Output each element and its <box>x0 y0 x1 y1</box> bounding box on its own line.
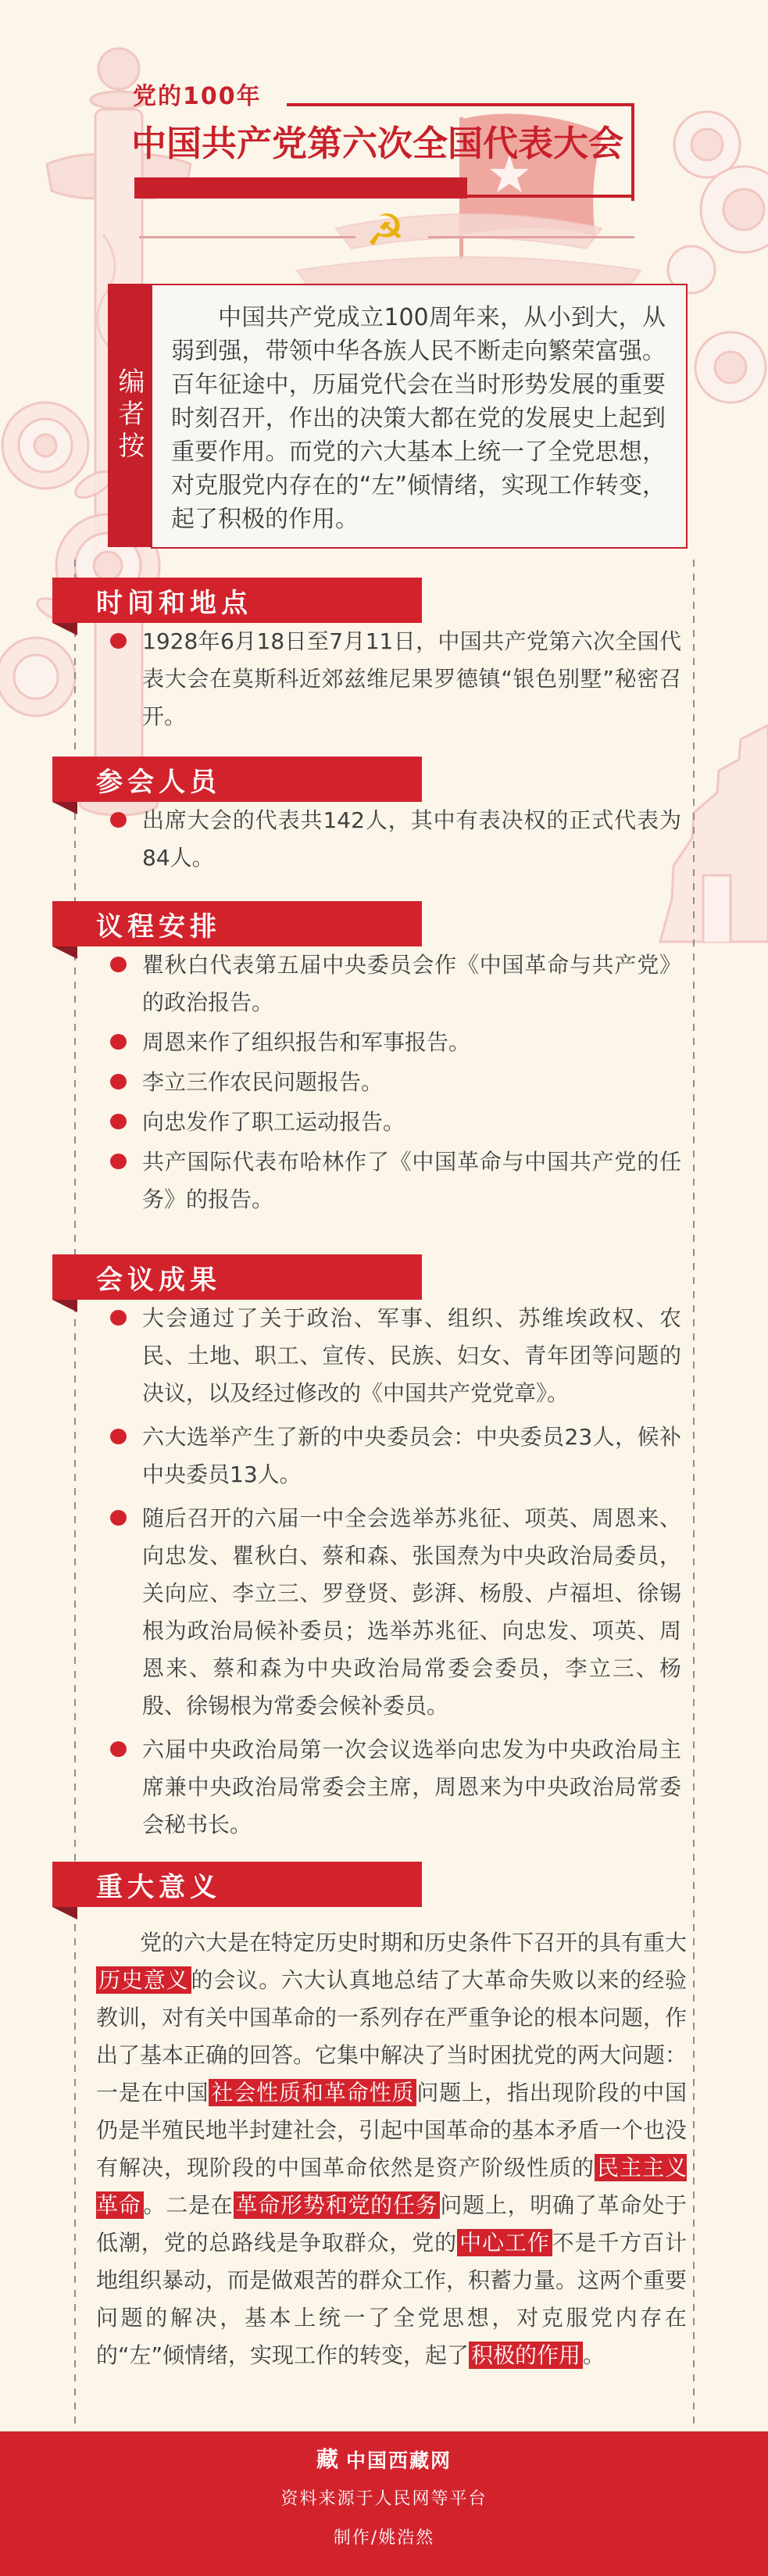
significance-paragraph <box>96 1924 687 2374</box>
section-ribbon <box>52 1254 422 1300</box>
list-item: 瞿秋白代表第五届中央委员会作《中国革命与共产党》的政治报告。 <box>52 946 681 1021</box>
section-ribbon <box>52 901 422 946</box>
title-frame-top <box>287 103 634 106</box>
editor-note-label-bar <box>108 284 151 547</box>
paragraph-text: 。二是在 <box>143 2192 234 2218</box>
list-item: 李立三作农民问题报告。 <box>52 1064 681 1101</box>
footer-brand-name: 中国西藏网 <box>346 2449 452 2472</box>
list-item: 向忠发作了职工运动报告。 <box>52 1104 681 1141</box>
china-tibet-network-logo-icon: 藏 <box>316 2446 338 2472</box>
editor-note-text: 中国共产党成立100周年来，从小到大，从弱到强，带领中华各族人民不断走向繁荣富强。百年征途中，历届党代会在当时形势发展的重要时刻召开，作出的决策大都在党的发展史上起到重要作用。而党的六大基本上统一了全党思想，对克服党内存在的“左”倾情绪，实现工作转变，起了积极的作用。 <box>171 304 666 533</box>
paragraph-text: 的会议。六大认真地总结了大革命失败以来的经验教训，对有关中国革命的一系列存在严重争论的根本问题，作出了基本正确的回答。它集中解决了当时困扰党的两大问题：一是在中国 <box>96 1967 688 2106</box>
section-time-place <box>52 578 690 735</box>
footer <box>0 2431 768 2576</box>
highlighted-phrase: 革命形势和党的任务 <box>234 2191 441 2219</box>
paragraph-text: 问题上，指出现阶段的中国仍是半殖民地半封建社会，引起中国革命的基本矛盾一个也没有解决，现阶段的中国革命依然是资产阶级性质的 <box>96 2080 688 2181</box>
editor-note-box <box>151 284 688 549</box>
paragraph-text: 不是千方百计地组织暴动，而是做艰苦的群众工作，积蓄力量。这两个重要问题的解决，基本上统一了全党思想，对克服党内存在的“左”倾情绪，实现工作的转变，起了 <box>96 2230 688 2368</box>
list-item: 1928年6月18日至7月11日，中国共产党第六次全国代表大会在莫斯科近郊兹维尼果罗德镇“银色别墅”秘密召开。 <box>52 623 681 735</box>
list-item: 六届中央政治局第一次会议选举向忠发为中央政治局主席兼中央政治局常委会主席，周恩来为中央政治局常委会秘书长。 <box>52 1731 681 1844</box>
footer-source-line: 资料来源于人民网等平台 <box>280 2489 488 2509</box>
section-participants <box>52 757 690 877</box>
section-ribbon <box>52 757 422 802</box>
bullet-list <box>52 946 681 1218</box>
party-emblem-icon: ☭ <box>366 206 405 256</box>
section-title: 重大意义 <box>96 1871 221 1903</box>
dashed-guide-right <box>693 560 695 2429</box>
section-ribbon <box>52 578 422 623</box>
bullet-list <box>52 623 681 735</box>
list-item: 大会通过了关于政治、军事、组织、苏维埃政权、农民、土地、职工、宣传、民族、妇女、青年团等问题的决议，以及经过修改的《中国共产党党章》。 <box>52 1300 681 1412</box>
list-item: 随后召开的六届一中全会选举苏兆征、项英、周恩来、向忠发、瞿秋白、蔡和森、张国焘为中央政治局委员，关向应、李立三、罗登贤、彭湃、杨殷、卢福坦、徐锡根为政治局候补委员；选举苏兆征、向忠发、项英、周恩来、蔡和森为中央政治局常委会委员，李立三、杨殷、徐锡根为常委会候补委员。 <box>52 1500 681 1725</box>
footer-credit-line: 制作/姚浩然 <box>333 2528 435 2548</box>
editor-note <box>108 284 688 549</box>
highlighted-phrase: 积极的作用 <box>469 2342 583 2369</box>
highlighted-phrase: 历史意义 <box>96 1966 191 1994</box>
page-title: 中国共产党第六次全国代表大会 <box>131 123 624 164</box>
highlighted-phrase: 社会性质和革命性质 <box>209 2079 416 2106</box>
section-title: 会议成果 <box>96 1264 221 1296</box>
ribbon-fold <box>52 1907 77 1919</box>
paragraph-text: 党的六大是在特定历史时期和历史条件下召开的具有重大 <box>140 1930 688 1955</box>
title-frame-bottom <box>467 195 634 198</box>
editor-note-label: 编者按 <box>113 367 145 463</box>
paragraph-text: 问题上，明确了革命处于低潮，党的总路线是争取群众，党的 <box>96 2192 687 2256</box>
list-item: 出席大会的代表共142人，其中有表决权的正式代表为84人。 <box>52 802 681 877</box>
list-item: 六大选举产生了新的中央委员会：中央委员23人，候补中央委员13人。 <box>52 1419 681 1494</box>
highlighted-phrase: 中心工作 <box>457 2229 552 2256</box>
divider-rule-left <box>139 236 355 238</box>
footer-brand-row <box>316 2447 452 2472</box>
section-title: 时间和地点 <box>96 587 252 619</box>
section-significance <box>52 1862 690 2374</box>
title-underline-bar <box>134 177 467 199</box>
section-title: 参会人员 <box>96 766 221 798</box>
section-outcomes <box>52 1254 690 1844</box>
title-frame-right <box>631 103 634 201</box>
header-kicker: 党的100年 <box>133 83 262 110</box>
section-agenda <box>52 901 690 1218</box>
list-item: 周恩来作了组织报告和军事报告。 <box>52 1024 681 1061</box>
section-ribbon <box>52 1862 422 1907</box>
highlighted-phrase: 民主主义革命 <box>96 2155 687 2218</box>
list-item: 共产国际代表布哈林作了《中国革命与中国共产党的任务》的报告。 <box>52 1143 681 1218</box>
bullet-list <box>52 1300 681 1844</box>
bullet-list <box>52 802 681 877</box>
section-title: 议程安排 <box>96 911 221 943</box>
divider-rule-right <box>428 236 634 238</box>
paragraph-text: 。 <box>583 2342 605 2368</box>
